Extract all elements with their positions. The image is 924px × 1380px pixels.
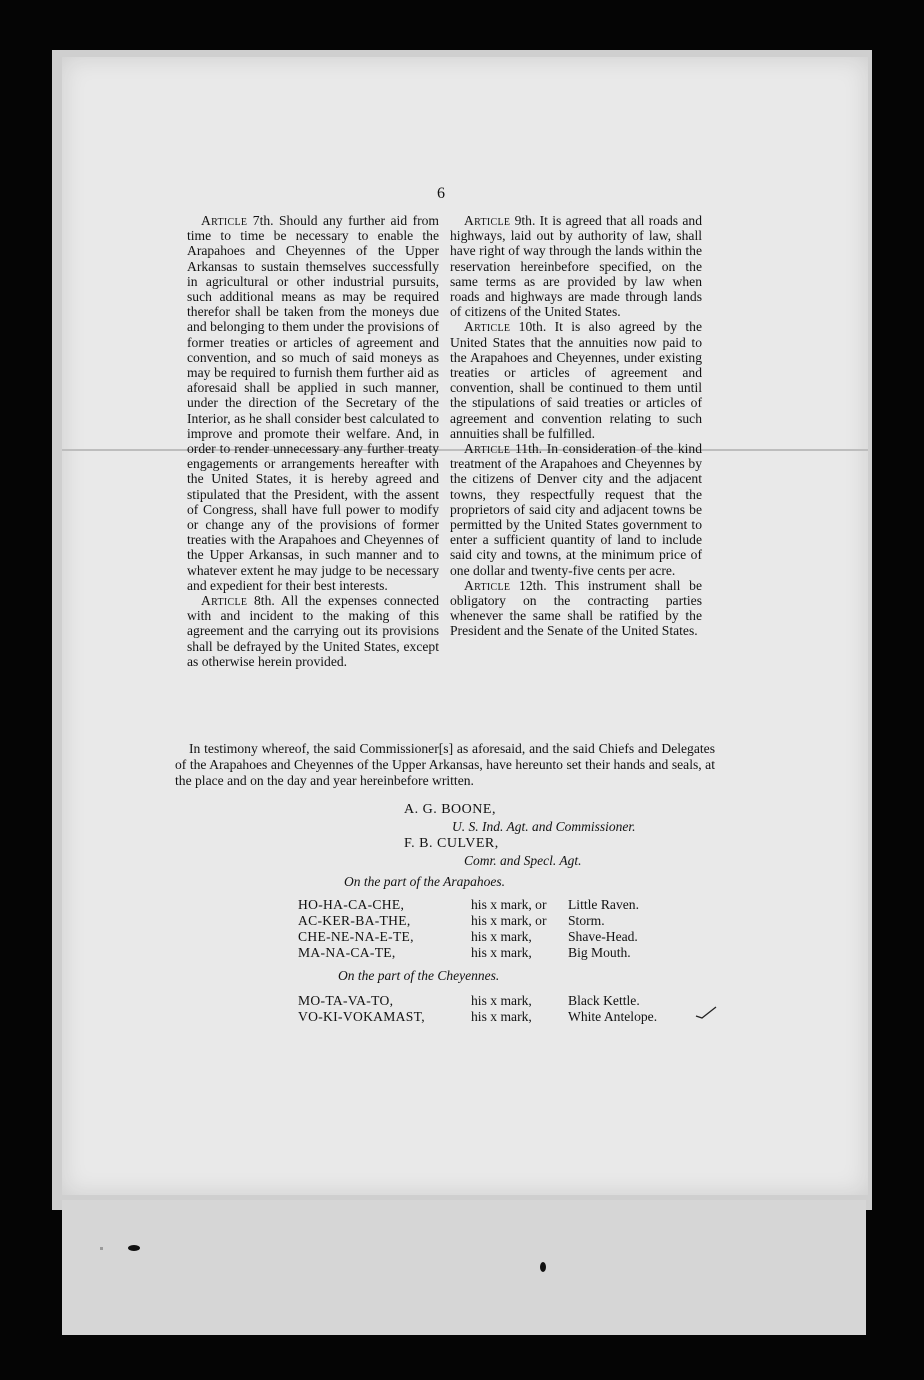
signatory-title: U. S. Ind. Agt. and Commissioner. [452, 819, 636, 834]
signer-name: HO-HA-CA-CHE, [298, 897, 405, 912]
signer-row [298, 897, 748, 913]
signer-name: CHE-NE-NA-E-TE, [298, 929, 414, 944]
signer-row [298, 993, 748, 1009]
article-12: Article 12th. This instrument shall be obligatory on the contracting parties whenever the same shall be ratified by the President and the Senate of the United States. [450, 577, 702, 639]
signatory-name: F. B. CULVER, [404, 836, 499, 851]
bottom-mark [540, 1262, 546, 1272]
right-column [450, 213, 702, 639]
article-7: Article 7th. Should any further aid from time to time be necessary to enable the Arapahoes and Cheyennes of the Upper Arkansas to sustain themselves successfully in agricultural or other industrial pursuits, such additional means as may be required therefor shall be taken from the moneys due and belonging to them under the provisions of former treaties or articles of agreement and convention, and so much of said moneys as may be required to furnish them further aid as aforesaid shall be applied in such manner, under the direction of the Secretary of the Interior, as he shall consider best calculated to improve and promote their welfare. And, in order to render unnecessary any further treaty engagements or arrangements hereafter with the United States, it is hereby agreed and stipulated that the President, with the assent of Congress, shall have full power to modify or change any of the provisions of former treaties with the Arapahoes and Cheyennes of the Upper Arkansas, in such manner and to whatever extent he may judge to be necessary and expedient for their best interests. [187, 213, 439, 593]
signatory-name: A. G. BOONE, [404, 802, 496, 817]
signer-mark: his x mark, [471, 993, 532, 1008]
document-page [62, 57, 868, 1195]
signer-name: VO-KI-VOKAMAST, [298, 1009, 425, 1024]
signer-translation: Storm. [568, 913, 605, 928]
signer-mark: his x mark, or [471, 913, 547, 928]
check-mark-icon [694, 1004, 718, 1020]
signer-translation: Big Mouth. [568, 945, 631, 960]
bottom-paper-strip [62, 1200, 866, 1335]
signer-name: MO-TA-VA-TO, [298, 993, 394, 1008]
signer-row [298, 945, 748, 961]
signer-name: MA-NA-CA-TE, [298, 945, 396, 960]
signer-translation: Little Raven. [568, 897, 639, 912]
scuff-mark [100, 1247, 103, 1250]
bottom-mark-left [128, 1245, 140, 1251]
signer-mark: his x mark, [471, 929, 532, 944]
testimony-paragraph: In testimony whereof, the said Commissioner[s] as aforesaid, and the said Chiefs and Delegates of the Arapahoes and Cheyennes of the Upper Arkansas, have hereunto set their hands and seals, at the place and on the day and year hereinbefore written. [175, 741, 715, 788]
signer-row [298, 929, 748, 945]
page-number: 6 [437, 185, 445, 202]
cheyennes-heading: On the part of the Cheyennes. [338, 968, 500, 983]
article-9: Article 9th. It is agreed that all roads and highways, laid out by authority of law, shall have right of way through the lands within the reservation hereinbefore specified, on the same terms as are provided by law when roads and highways are made through lands of citizens of the United States. [450, 213, 702, 320]
signer-row [298, 1009, 748, 1025]
article-10: Article 10th. It is also agreed by the United States that the annuities now paid to the Arapahoes and Cheyennes, under existing treaties or articles of agreement and convention, shall be continued to them until the stipulations of said treaties or articles of agreement and convention relating to such annuities shall be fulfilled. [450, 319, 702, 441]
signatory-title: Comr. and Specl. Agt. [464, 853, 582, 868]
signer-mark: his x mark, [471, 1009, 532, 1024]
signer-name: AC-KER-BA-THE, [298, 913, 411, 928]
signer-mark: his x mark, or [471, 897, 547, 912]
signer-row [298, 913, 748, 929]
article-8: Article 8th. All the expenses connected with and incident to the making of this agreement and the carrying out its provisions shall be defrayed by the United States, except as otherwise herein provided. [187, 593, 439, 669]
signer-translation: Black Kettle. [568, 993, 640, 1008]
signer-mark: his x mark, [471, 945, 532, 960]
left-column [187, 213, 439, 669]
arapahoes-heading: On the part of the Arapahoes. [344, 874, 505, 889]
signer-translation: White Antelope. [568, 1009, 658, 1024]
signer-translation: Shave-Head. [568, 929, 638, 944]
article-11: Article 11th. In consideration of the kind treatment of the Arapahoes and Cheyennes by the citizens of Denver city and the adjacent towns, they respectfully request that the proprietors of said city and adjacent towns be permitted by the United States government to enter a sufficient quantity of land to include said city and towns, at the minimum price of one dollar and twenty-five cents per acre. [450, 441, 702, 578]
